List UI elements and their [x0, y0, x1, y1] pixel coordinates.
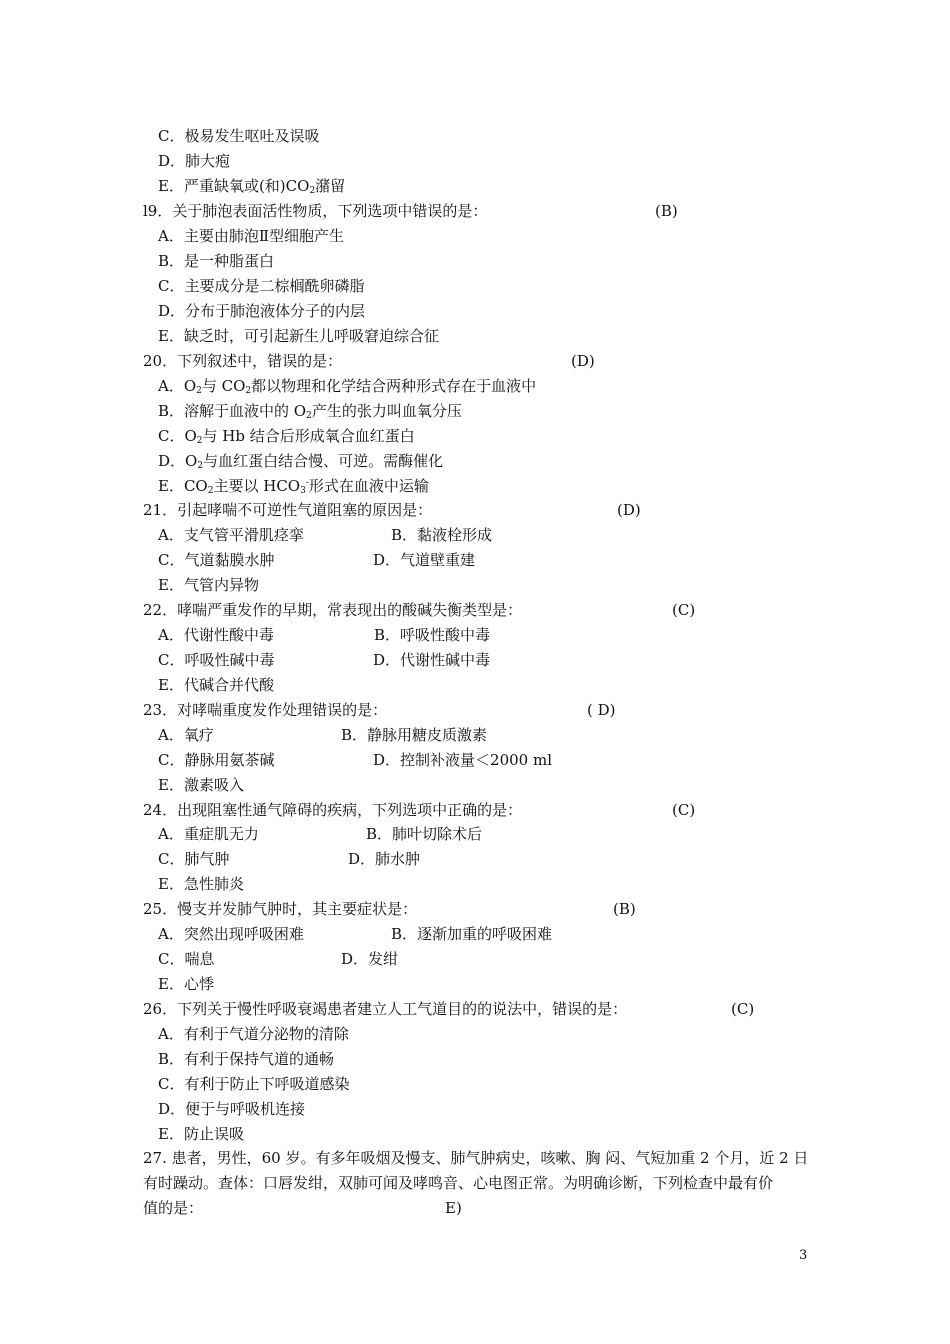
option-c: C．呼吸性碱中毒 — [158, 651, 275, 669]
question-27-stem-line: 27. 患者，男性，60 岁。有多年吸烟及慢支、肺气肿病史，咳嗽、胸 闷、气短加重 2 个月，近 2 日 — [143, 1149, 809, 1167]
option-c: C．有利于防止下呼吸道感染 — [158, 1075, 350, 1093]
option-c: C．极易发生呕吐及误吸 — [158, 127, 320, 145]
option-c: C．$O_2$与 Hb 结合后形成氧合血红蛋白 — [158, 427, 415, 446]
question-26-stem: 26．下列关于慢性呼吸衰竭患者建立人工气道目的的说法中，错误的是： — [143, 1000, 628, 1018]
option-e: E．激素吸入 — [158, 776, 244, 794]
option-c: C．静脉用氨茶碱 — [158, 751, 275, 769]
question-26-answer: (C) — [731, 1000, 755, 1018]
option-d: D．肺大疱 — [158, 152, 231, 170]
option-a: A．有利于气道分泌物的清除 — [158, 1025, 349, 1043]
option-d: D．发绀 — [341, 950, 399, 968]
option-e: E．气管内异物 — [158, 576, 259, 594]
option-b: B．肺叶切除术后 — [366, 825, 483, 843]
option-c: C．气道黏膜水肿 — [158, 551, 275, 569]
option-d: D．分布于肺泡液体分子的内层 — [158, 302, 366, 320]
question-23-stem: 23．对哮喘重度发作处理错误的是： — [143, 701, 388, 719]
question-27-stem-line: 值的是： — [143, 1199, 204, 1217]
option-a: A．代谢性酸中毒 — [158, 626, 274, 644]
option-a: A．突然出现呼吸困难 — [158, 925, 304, 943]
option-b: B．是一种脂蛋白 — [158, 252, 275, 270]
question-21-answer: (D) — [617, 501, 641, 519]
option-a: A．支气管平滑肌痉挛 — [158, 526, 304, 544]
question-25-stem: 25．慢支并发肺气肿时，其主要症状是： — [143, 900, 418, 918]
option-d: D．$O_2$与血红蛋白结合慢、可逆。需酶催化 — [158, 452, 444, 471]
option-e: E．缺乏时，可引起新生儿呼吸窘迫综合征 — [158, 327, 439, 345]
question-27-stem-line: 有时躁动。查体：口唇发绀，双肺可闻及哮鸣音、心电图正常。为明确诊断，下列检查中最有价 — [143, 1174, 774, 1192]
page-number: 3 — [799, 1248, 808, 1263]
option-b: B．黏液栓形成 — [391, 526, 493, 544]
question-20-stem: 20．下列叙述中，错误的是： — [143, 352, 343, 370]
option-c: C．喘息 — [158, 950, 215, 968]
option-b: B．静脉用糖皮质激素 — [341, 726, 488, 744]
option-e: E．严重缺氧或(和)$CO_2$潴留 — [158, 177, 346, 196]
option-b: B．溶解于血液中的 $O_2$产生的张力叫血氧分压 — [158, 402, 462, 421]
option-e: E．防止误吸 — [158, 1125, 244, 1143]
option-a: A．$O_2$与 $CO_2$都以物理和化学结合两种形式存在于血液中 — [158, 377, 537, 396]
option-d: D．气道壁重建 — [373, 551, 476, 569]
option-b: B．逐渐加重的呼吸困难 — [391, 925, 553, 943]
question-20-answer: (D) — [571, 352, 595, 370]
option-d: D．肺水肿 — [348, 850, 421, 868]
option-d: D．控制补液量＜2000 ml — [373, 751, 552, 769]
option-e: E．代碱合并代酸 — [158, 676, 274, 694]
question-21-stem: 21．引起哮喘不可逆性气道阻塞的原因是： — [143, 501, 433, 519]
option-e: E．急性肺炎 — [158, 875, 244, 893]
option-a: A．主要由肺泡Ⅱ型细胞产生 — [158, 227, 345, 245]
option-d: D．便于与呼吸机连接 — [158, 1100, 306, 1118]
question-23-answer: ( D) — [587, 701, 616, 719]
question-27-answer: E) — [445, 1199, 462, 1217]
question-19-answer: (B) — [655, 202, 678, 220]
option-e: E．心悸 — [158, 975, 214, 993]
option-a: A．重症肌无力 — [158, 825, 259, 843]
option-c: C．主要成分是二棕榈酰卵磷脂 — [158, 277, 365, 295]
option-b: B．呼吸性酸中毒 — [374, 626, 491, 644]
option-a: A．氧疗 — [158, 726, 214, 744]
question-24-stem: 24．出现阻塞性通气障碍的疾病，下列选项中正确的是： — [143, 801, 523, 819]
option-c: C．肺气肿 — [158, 850, 230, 868]
question-19-stem: l9．关于肺泡表面活性物质，下列选项中错误的是： — [143, 202, 488, 220]
question-25-answer: (B) — [613, 900, 636, 918]
question-22-stem: 22．哮喘严重发作的早期，常表现出的酸碱失衡类型是： — [143, 601, 523, 619]
question-22-answer: (C) — [672, 601, 696, 619]
question-24-answer: (C) — [672, 801, 696, 819]
option-e: E．$CO_2$主要以 $HCO_3^-$形式在血液中运输 — [158, 477, 429, 496]
option-b: B．有利于保持气道的通畅 — [158, 1050, 335, 1068]
option-d: D．代谢性碱中毒 — [373, 651, 491, 669]
